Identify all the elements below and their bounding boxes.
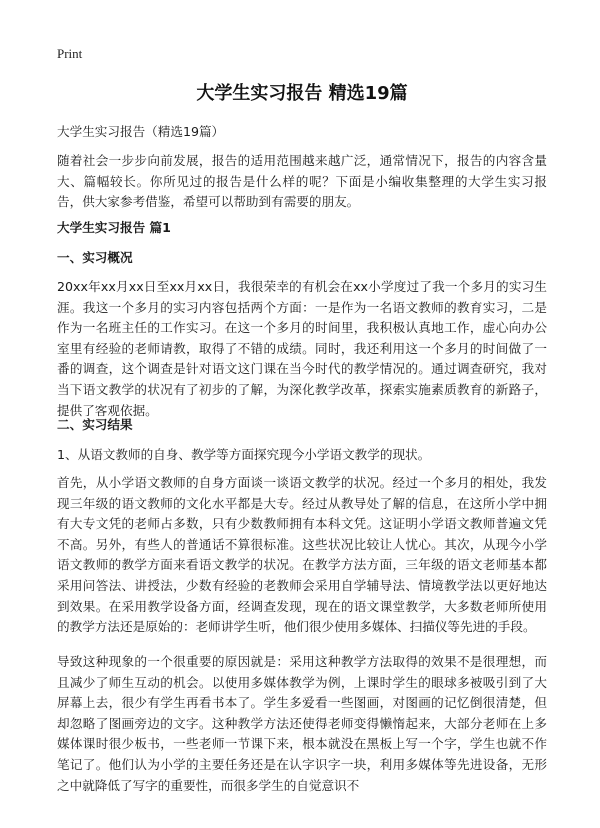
- section1-heading: 一、实习概况: [57, 250, 133, 265]
- document-subtitle: 大学生实习报告（精选19篇）: [57, 124, 225, 139]
- document-title: 大学生实习报告 精选19篇: [196, 83, 408, 104]
- part1-heading: 大学生实习报告 篇1: [57, 220, 171, 235]
- section2-paragraph2: 导致这种现象的一个很重要的原因就是：采用这种教学方法取得的效果不是很理想，而且减少了师生互动的机会。以使用多媒体教学为例，上课时学生的眼球多被吸引到了大屏幕上去，很少有学生再看书本了。学生多爱看一些图画，对图画的记忆倒很清楚，但却忽略了图画旁边的文字。这种教学方法还使得老师变得懒惰起来，大部分老师在上多媒体课时很少板书，一些老师一节课下来，根本就没在黑板上写一个字，学生也就不作笔记了。他们认为小学的主要任务还是在认字识字一块，利用多媒体等先进设备，无形之中就降低了写字的重要性，而很多学生的自觉意识不: [57, 654, 547, 793]
- section1-paragraph: 20xx年xx月xx日至xx月xx日，我很荣幸的有机会在xx小学度过了我一个多月的实习生涯。我这一个多月的实习内容包括两个方面：一是作为一名语文教师的教育实习，二是作为一名班主任的工作实习。在这一个多月的时间里，我积极认真地工作，虚心向办公室里有经验的老师请教，取得了不错的成绩。同时，我还利用这一个多月的时间做了一番的调查，这个调查是针对语文这门课在当今时代的教学情况的。通过调查研究，我对当下语文教学的状况有了初步的了解，为深化教学改革，探索实施素质教育的新路子，提供了客观依据。: [57, 279, 547, 418]
- section2-paragraph1: 首先，从小学语文教师的自身方面谈一谈语文教学的状况。经过一个多月的相处，我发现三年级的语文教师的文化水平都是大专。经过从教导处了解的信息，在这所小学中拥有大专文凭的老师占多数，只有少数教师拥有本科文凭。这证明小学语文教师普遍文凭不高。另外，有些人的普通话不算很标准。这些状况比较让人忧心。其次，从现今小学语文教师的教学方面来看语文教学的状况。在教学方法方面，三年级的语文老师基本都采用问答法、讲授法，少数有经验的老教师会采用自学辅导法、情境教学法以更好地达到效果。在采用教学设备方面，经调查发现，现在的语文课堂教学，大多数老师所使用的教学方法还是原始的：老师讲学生听，他们很少使用多媒体、扫描仪等先进的手段。: [57, 475, 547, 635]
- section2-item1: 1、从语文教师的自身、教学等方面探究现今小学语文教学的现状。: [57, 447, 431, 462]
- print-link[interactable]: Print: [57, 46, 83, 61]
- section2-heading: 二、实习结果: [57, 417, 133, 432]
- intro-paragraph: 随着社会一步步向前发展，报告的适用范围越来越广泛，通常情况下，报告的内容含量大、篇幅较长。你所见过的报告是什么样的呢？下面是小编收集整理的大学生实习报告，供大家参考借鉴，希望可以帮助到有需要的朋友。: [57, 153, 547, 210]
